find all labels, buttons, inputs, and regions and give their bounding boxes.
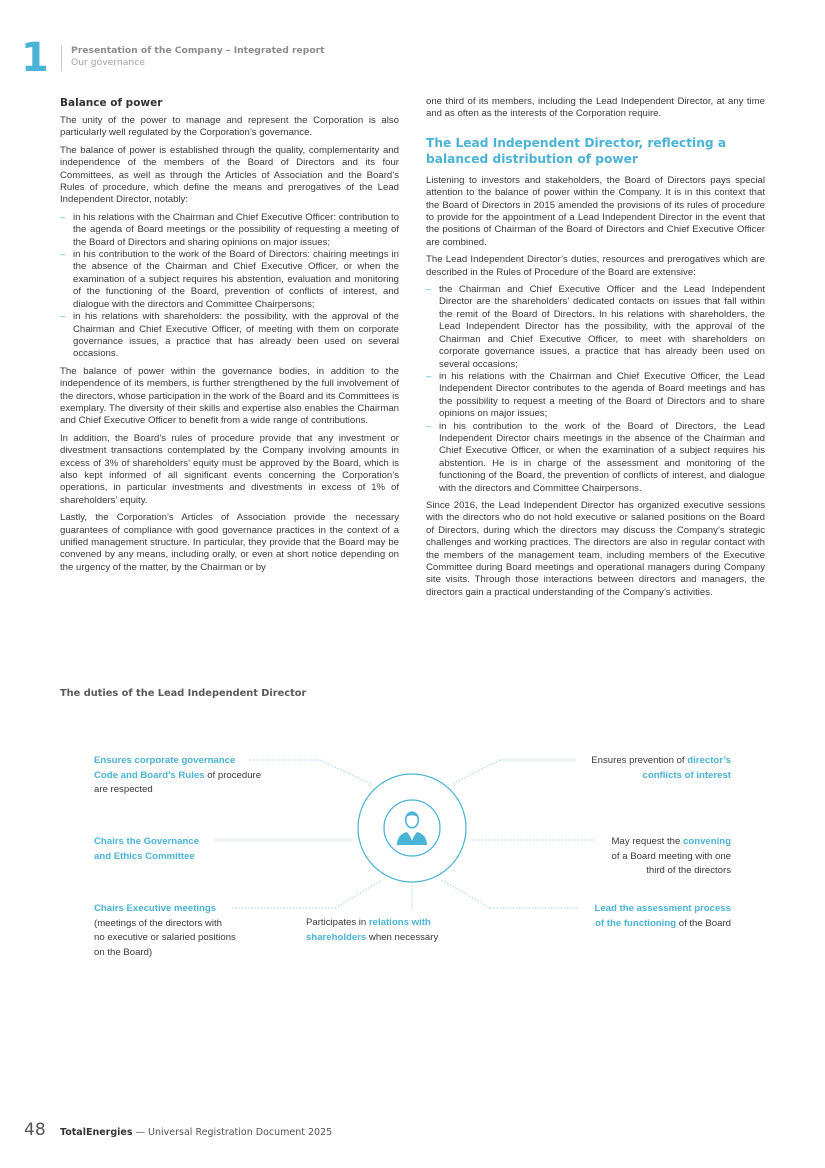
- list-item: – in his relations with the Chairman and Chief Executive Officer: contribution to the agenda of Board meetings or the possibility of requesting a meeting of the Board of Directors and sharing opinions on major issues;: [60, 212, 399, 249]
- list-item: – the Chairman and Chief Executive Officer and the Lead Independent Director are the shareholders’ dedicated contacts on issues that fall within the remit of the Board of Directors. In his relations with shareholders, the Lead Independent Director has the possibility, with the approval of the Chairman and Chief Executive Officer, to meet with shareholders on corporate governance issues, a practice that has already been used on several occasions;: [426, 284, 765, 371]
- list-item: – in his contribution to the work of the Board of Directors, the Lead Independent Director chairs meetings in the absence of the Chairman and Chief Executive Officer, or when the examination of a subject requires his abstention. He is in charge of the assessment and monitoring of the functioning of the Board, the prevention of conflicts of interest, and dialogue with the directors and Committee Chairpersons.: [426, 421, 765, 495]
- paragraph: The balance of power within the governance bodies, in addition to the independence of its members, is further strengthened by the full involvement of the directors, whose participation in the work of the Board and its Committees is exemplary. The diversity of their skills and expertise also enables the Chairman and Chief Executive Officer to benefit from a wide range of contributions.: [60, 365, 399, 427]
- right-column: [426, 96, 765, 604]
- duty-chairs-governance-committee: Chairs the Governance and Ethics Committee: [94, 836, 200, 862]
- brand-name: TotalEnergies: [60, 1127, 133, 1138]
- paragraph: The Lead Independent Director’s duties, resources and prerogatives which are described in the Rules of Procedure of the Board are extensive:: [426, 254, 765, 278]
- bullet-list: [426, 284, 765, 495]
- list-item: – in his contribution to the work of the Board of Directors: chairing meetings in the absence of the Chairman and Chief Executive Officer, or when the examination of a subject requires his abstention, evaluation and monitoring of the functioning of the Board, prevention of conflicts of interest, and dialogue with the directors and Committee Chairpersons;: [60, 249, 399, 311]
- duty-convening-board: May request the convening of a Board meeting with one third of the directors: [611, 836, 731, 876]
- director-person-icon: [384, 800, 440, 856]
- duty-conflicts-of-interest: Ensures prevention of director’s conflicts of interest: [591, 755, 731, 781]
- duty-shareholder-relations: Participates in relations with shareholders when necessary: [306, 917, 439, 943]
- paragraph: The unity of the power to manage and represent the Corporation is also particularly well regulated by the Corporation’s governance.: [60, 115, 399, 139]
- duty-governance-rules: Ensures corporate governance Code and Board’s Rules of procedure are respected: [94, 755, 262, 795]
- list-item: – in his relations with the Chairman and Chief Executive Officer, the Lead Independent Director contributes to the agenda of Board meetings and has the possibility to request a meeting of the Board of Directors and to share opinions on major issues;: [426, 371, 765, 421]
- duty-chairs-executive-meetings: Chairs Executive meetings (meetings of the directors with no executive or salaried positions on the Board): [94, 903, 236, 958]
- paragraph: Listening to investors and stakeholders, the Board of Directors pays special attention to the balance of power within the Company. It is in this context that the Board of Directors in 2015 amended the provisions of its rules of procedure to provide for the appointment of a Lead Independent Director in the event that the positions of Chairman of the Board of Directors and Chief Executive Officer are combined.: [426, 174, 765, 248]
- lead-director-title: The Lead Independent Director, reflecting a balanced distribution of power: [426, 135, 727, 167]
- header-subtitle: Our governance: [71, 57, 145, 68]
- footer-document-title: TotalEnergies — Universal Registration Document 2025: [60, 1127, 333, 1138]
- paragraph: Lastly, the Corporation’s Articles of Association provide the necessary guarantees of compliance with good governance practices in the context of a unified management structure. In particular, they provide that the Board may be convened by any means, including orally, or even at short notice depending on the urgency of the matter, by the Chairman or by: [60, 512, 399, 573]
- balance-of-power-title: Balance of power: [60, 97, 163, 109]
- connector-line: [452, 760, 500, 784]
- diagram-title: The duties of the Lead Independent Director: [60, 688, 307, 699]
- paragraph: In addition, the Board’s rules of procedure provide that any investment or divestment transactions contemplated by the Company involving amounts in excess of 3% of shareholders’ equity must be approved by the Board, which is also kept informed of all significant events concerning the Corporation’s operations, in particular investments and divestments in excess of 1% of shareholders’ equity.: [60, 432, 399, 506]
- paragraph: The balance of power is established through the quality, complementarity and independence of the members of the Board of Directors and its four Committees, as well as through the Articles of Association and the Board’s Rules of procedure, which define the means and prerogatives of the Lead Independent Director, notably:: [60, 144, 399, 206]
- connector-line: [442, 880, 490, 908]
- header-title: Presentation of the Company – Integrated report: [71, 45, 325, 56]
- duty-assessment-process: Lead the assessment process of the functioning of the Board: [594, 903, 731, 929]
- header-divider: [61, 45, 62, 71]
- paragraph: one third of its members, including the Lead Independent Director, at any time and as often as the interests of the Corporation require.: [426, 96, 765, 120]
- connector-line: [320, 760, 372, 784]
- list-item: – in his relations with shareholders: the possibility, with the approval of the Chairman and Chief Executive Officer, of meeting with them on corporate governance issues, a practice that has already been used on several occasions.: [60, 311, 399, 361]
- paragraph: Since 2016, the Lead Independent Director has organized executive sessions with the directors who do not hold executive or salaried positions on the Board of Directors, during which the directors may discuss the Company’s strategic challenges and working practices. The directors are also in regular contact with the members of the management team, including members of the Executive Committee during Board meetings and operational managers during Company site visits. Through those interactions between directors and managers, the directors gain a practical understanding of the Company’s activities.: [426, 499, 765, 598]
- connector-line: [335, 880, 382, 908]
- page-number: 48: [24, 1120, 46, 1140]
- left-column: [60, 96, 399, 579]
- bullet-list: [60, 212, 399, 361]
- chapter-number: 1: [21, 35, 49, 81]
